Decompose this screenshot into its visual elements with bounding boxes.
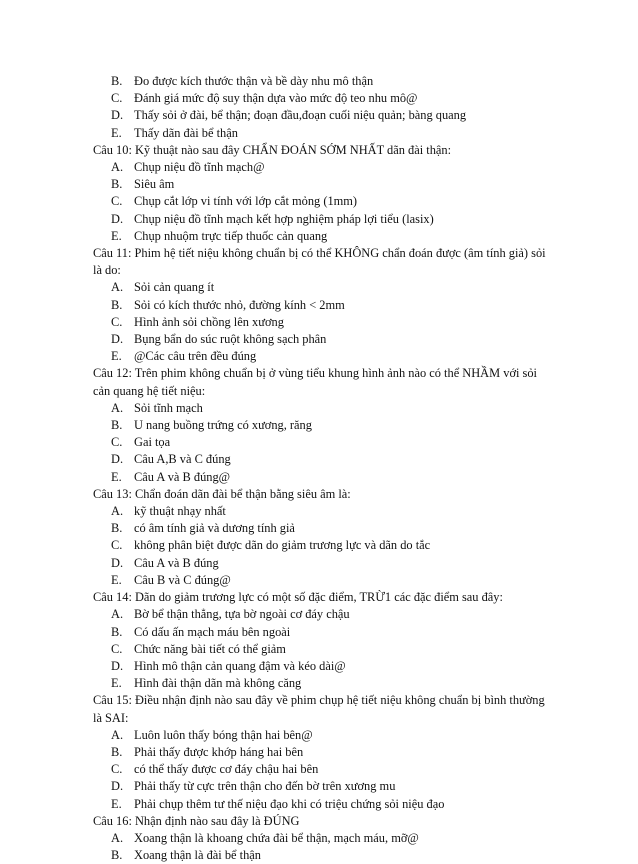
answer-option bbox=[93, 176, 553, 193]
option-text: U nang buồng trứng có xương, răng bbox=[134, 418, 312, 433]
option-label: B. bbox=[111, 297, 123, 312]
option-text: kỹ thuật nhạy nhất bbox=[134, 504, 226, 519]
answer-option bbox=[93, 228, 553, 245]
answer-option bbox=[93, 796, 553, 813]
option-text: Bờ bể thận thẳng, tựa bờ ngoài cơ đáy chậu bbox=[134, 607, 350, 622]
option-text: Hình ảnh sỏi chồng lên xương bbox=[134, 314, 284, 329]
question-text: Câu 13: Chẩn đoán dãn đài bể thận bằng siêu âm là: bbox=[93, 486, 351, 501]
option-text: Phải thấy được khớp háng hai bên bbox=[134, 744, 304, 759]
answer-option bbox=[93, 847, 553, 864]
answer-option bbox=[93, 90, 553, 107]
answer-option bbox=[93, 555, 553, 572]
answer-option bbox=[93, 572, 553, 589]
option-label: C. bbox=[111, 435, 123, 450]
option-text: không phân biệt được dãn do giảm trương lực và dãn do tắc bbox=[134, 538, 431, 553]
option-label: B. bbox=[111, 74, 123, 88]
option-label: C. bbox=[111, 641, 123, 656]
option-label: E. bbox=[111, 676, 122, 691]
option-label: C. bbox=[111, 91, 123, 106]
question-text: Câu 14: Dãn do giảm trương lực có một số đặc điểm, TRỪ1 các đặc điểm sau đây: bbox=[93, 590, 503, 605]
option-label: A. bbox=[111, 607, 124, 622]
option-text: Phải thấy từ cực trên thận cho đến bờ trên xương mu bbox=[134, 779, 396, 794]
option-label: E. bbox=[111, 469, 122, 484]
answer-option bbox=[93, 624, 553, 641]
option-text: Chụp nhuộm trực tiếp thuốc cản quang bbox=[134, 228, 328, 243]
option-text: Đo được kích thước thận và bề dày nhu mô thận bbox=[134, 74, 374, 88]
option-label: D. bbox=[111, 658, 124, 673]
option-label: A. bbox=[111, 504, 124, 519]
answer-option bbox=[93, 331, 553, 348]
answer-option bbox=[93, 606, 553, 623]
option-text: Bụng bẩn do súc ruột không sạch phân bbox=[134, 332, 327, 347]
answer-option bbox=[93, 727, 553, 744]
option-text: Hình đài thận dãn mà không căng bbox=[134, 676, 302, 691]
question-text: Câu 16: Nhận định nào sau đây là ĐÚNG bbox=[93, 813, 300, 828]
option-label: E. bbox=[111, 125, 122, 140]
option-label: D. bbox=[111, 555, 124, 570]
option-text: Phải chụp thêm tư thế niệu đạo khi có triệu chứng sỏi niệu đạo bbox=[134, 796, 445, 811]
answer-option bbox=[93, 469, 553, 486]
answer-option bbox=[93, 279, 553, 296]
option-text: Sỏi tĩnh mạch bbox=[134, 400, 203, 415]
option-text: Thấy sỏi ở đài, bể thận; đoạn đầu,đoạn cuối niệu quản; bàng quang bbox=[134, 108, 467, 123]
answer-option bbox=[93, 830, 553, 847]
answer-option bbox=[93, 675, 553, 692]
option-label: D. bbox=[111, 779, 124, 794]
option-text: Sỏi cản quang ít bbox=[134, 280, 215, 295]
option-label: B. bbox=[111, 521, 123, 536]
option-text: Gai tọa bbox=[134, 435, 171, 450]
option-label: A. bbox=[111, 727, 124, 742]
answer-option bbox=[93, 297, 553, 314]
option-label: E. bbox=[111, 796, 122, 811]
answer-option bbox=[93, 400, 553, 417]
option-text: Chụp niệu đồ tĩnh mạch@ bbox=[134, 160, 265, 175]
option-text: Câu A và B đúng bbox=[134, 555, 219, 570]
question-text: Câu 15: Điều nhận định nào sau đây về phim chụp hệ tiết niệu không chuẩn bị bình thường là SAI: bbox=[93, 693, 545, 725]
option-text: Xoang thận là đài bể thận bbox=[134, 848, 261, 863]
answer-option bbox=[93, 348, 553, 365]
option-text: Chụp cắt lớp vi tính với lớp cắt mỏng (1mm) bbox=[134, 194, 358, 209]
answer-option bbox=[93, 73, 553, 90]
option-label: C. bbox=[111, 762, 123, 777]
option-label: A. bbox=[111, 160, 124, 175]
option-label: B. bbox=[111, 848, 123, 863]
option-label: A. bbox=[111, 830, 124, 845]
option-label: B. bbox=[111, 624, 123, 639]
option-label: E. bbox=[111, 228, 122, 243]
option-text: Siêu âm bbox=[134, 177, 175, 192]
answer-option bbox=[93, 761, 553, 778]
answer-option bbox=[93, 314, 553, 331]
option-label: B. bbox=[111, 744, 123, 759]
option-label: B. bbox=[111, 418, 123, 433]
answer-option bbox=[93, 658, 553, 675]
answer-option bbox=[93, 211, 553, 228]
option-label: A. bbox=[111, 400, 124, 415]
option-text: có thể thấy được cơ đáy chậu hai bên bbox=[134, 762, 319, 777]
option-text: Câu B và C đúng@ bbox=[134, 572, 231, 587]
option-text: Câu A và B đúng@ bbox=[134, 469, 231, 484]
answer-option bbox=[93, 417, 553, 434]
answer-option bbox=[93, 520, 553, 537]
option-label: D. bbox=[111, 108, 124, 123]
option-text: Xoang thận là khoang chứa đài bể thận, mạch máu, mỡ@ bbox=[134, 830, 419, 845]
option-text: Chức năng bài tiết có thể giảm bbox=[134, 641, 286, 656]
option-text: Thấy dãn đài bể thận bbox=[134, 125, 238, 140]
option-label: C. bbox=[111, 314, 123, 329]
question-text: Câu 10: Kỹ thuật nào sau đây CHẨN ĐOÁN SỚM NHẤT dãn đài thận: bbox=[93, 142, 452, 157]
answer-option bbox=[93, 503, 553, 520]
option-label: D. bbox=[111, 332, 124, 347]
option-text: Có dấu ấn mạch máu bên ngoài bbox=[134, 624, 291, 639]
option-text: Đánh giá mức độ suy thận dựa vào mức độ teo nhu mô@ bbox=[134, 91, 418, 106]
question-text: Câu 12: Trên phim không chuẩn bị ở vùng tiểu khung hình ảnh nào có thể NHẦM với sỏi cản quang hệ tiết niệu: bbox=[93, 366, 537, 398]
option-text: có âm tính giả và dương tính giả bbox=[134, 521, 295, 536]
answer-option bbox=[93, 744, 553, 761]
option-text: Câu A,B và C đúng bbox=[134, 452, 231, 467]
option-label: A. bbox=[111, 280, 124, 295]
answer-option bbox=[93, 125, 553, 142]
option-text: Hình mô thận cản quang đậm và kéo dài@ bbox=[134, 658, 346, 673]
answer-option bbox=[93, 778, 553, 795]
option-label: B. bbox=[111, 177, 123, 192]
option-label: E. bbox=[111, 349, 122, 364]
option-label: E. bbox=[111, 572, 122, 587]
option-label: C. bbox=[111, 194, 123, 209]
option-label: D. bbox=[111, 211, 124, 226]
answer-option bbox=[93, 159, 553, 176]
option-label: D. bbox=[111, 452, 124, 467]
answer-option bbox=[93, 537, 553, 554]
question-list bbox=[93, 73, 553, 864]
question-text: Câu 11: Phim hệ tiết niệu không chuẩn bị có thể KHÔNG chẩn đoán được (âm tính giả) sỏi là do: bbox=[93, 246, 546, 278]
answer-option bbox=[93, 451, 553, 468]
option-text: @Các câu trên đều đúng bbox=[134, 349, 257, 364]
answer-option bbox=[93, 193, 553, 210]
option-text: Chụp niệu đồ tĩnh mạch kết hợp nghiệm pháp lợi tiểu (lasix) bbox=[134, 211, 434, 226]
answer-option bbox=[93, 107, 553, 124]
answer-option bbox=[93, 641, 553, 658]
option-text: Sỏi có kích thước nhỏ, đường kính < 2mm bbox=[134, 297, 345, 312]
option-label: C. bbox=[111, 538, 123, 553]
answer-option bbox=[93, 434, 553, 451]
option-text: Luôn luôn thấy bóng thận hai bên@ bbox=[134, 727, 313, 742]
